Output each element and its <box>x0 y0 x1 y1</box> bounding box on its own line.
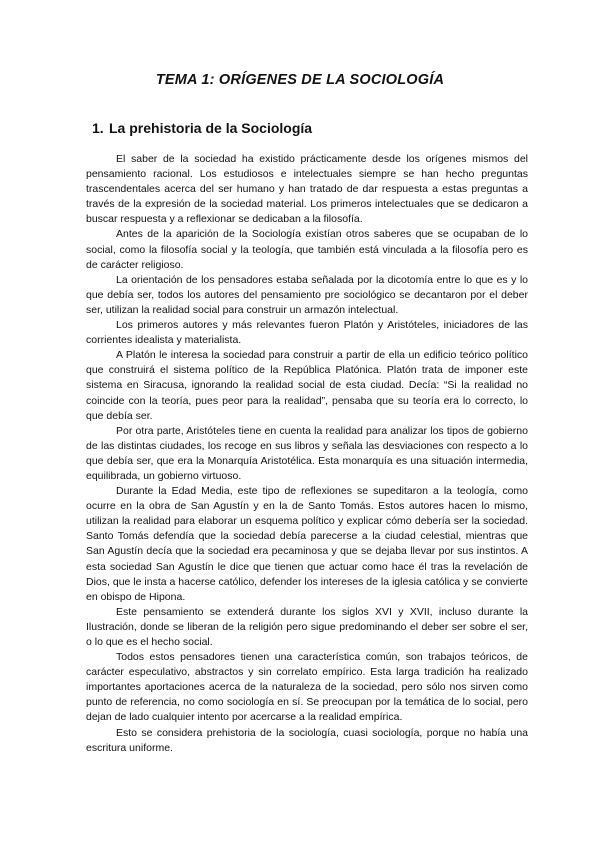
paragraph: La orientación de los pensadores estaba señalada por la dicotomía entre lo que es y lo que debía ser, todos los autores del pensamiento pre sociológico se decantaron por el deber ser, utilizan la realidad social para construir un armazón intelectual. <box>86 273 528 316</box>
section-number: 1. <box>92 120 104 136</box>
paragraph: Antes de la aparición de la Sociología existían otros saberes que se ocupaban de lo social, como la filosofía social y la teología, que también está vinculada a la filosofía pero es de carácter religioso. <box>86 228 528 271</box>
paragraph: Por otra parte, Aristóteles tiene en cuenta la realidad para analizar los tipos de gobierno de las distintas ciudades, los recoge en sus libros y señala las desviaciones con respecto a lo que debía ser, que era la Monarquía Aristotélica. Esta monarquía es una situación intermedia, equilibrada, un gobierno virtuoso. <box>86 424 528 482</box>
section-heading-text: La prehistoria de la Sociología <box>109 120 313 136</box>
section-heading <box>92 120 312 136</box>
document-title: TEMA 1: ORÍGENES DE LA SOCIOLOGÍA <box>155 72 445 88</box>
paragraph: Todos estos pensadores tienen una característica común, son trabajos teóricos, de carácter especulativo, abstractos y sin correlato empírico. Esta larga tradición ha realizado importantes aportaciones acerca de la naturaleza de la sociedad, pero sólo nos sirven como punto de referencia, no como sociología en sí. Se preocupan por la temática de lo social, pero dejan de lado cualquier intento por acercarse a la realidad empírica. <box>86 651 528 724</box>
paragraph: Durante la Edad Media, este tipo de reflexiones se supeditaron a la teología, como ocurre en la obra de San Agustín y en la de Santo Tomás. Estos autores hacen lo mismo, utilizan la realidad para elaborar un esquema político y explicar cómo debería ser la sociedad. Santo Tomás defendía que la sociedad debía parecerse a la ciudad celestial, mientras que San Agustín decía que la sociedad era pecaminosa y que se dejaba llevar por sus instintos. A esta sociedad San Agustín le dice que tienen que actuar como hace él tras la revelación de Dios, que le insta a hacerse católico, defender los intereses de la iglesia católica y se convierte en obispo de Hipona. <box>86 485 528 603</box>
paragraph: A Platón le interesa la sociedad para construir a partir de ella un edificio teórico político que construirá el sistema político de la República Platónica. Platón trata de imponer este sistema en Siracusa, ignorando la realidad social de esta ciudad. Decía: “Si la realidad no coincide con la teoría, pues peor para la realidad”, pensaba que su teoría era lo correcto, lo que debía ser. <box>86 349 528 422</box>
paragraph: El saber de la sociedad ha existido prácticamente desde los orígenes mismos del pensamiento racional. Los estudiosos e intelectuales siempre se han hecho preguntas trascendentales acerca del ser humano y han tratado de dar respuesta a estas preguntas a través de la expresión de la sociedad material. Los primeros intelectuales que se dedicaron a buscar respuesta y a reflexionar se dedicaban a la filosofía. <box>86 153 528 226</box>
body-text <box>86 152 528 756</box>
paragraph: Esto se considera prehistoria de la sociología, cuasi sociología, porque no había una escritura uniforme. <box>86 726 528 754</box>
paragraph: Los primeros autores y más relevantes fueron Platón y Aristóteles, iniciadores de las corrientes idealista y materialista. <box>86 319 528 347</box>
paragraph: Este pensamiento se extenderá durante los siglos XVI y XVII, incluso durante la Ilustración, donde se liberan de la religión pero sigue predominando el deber ser sobre el ser, o lo que es el hecho social. <box>86 605 528 648</box>
